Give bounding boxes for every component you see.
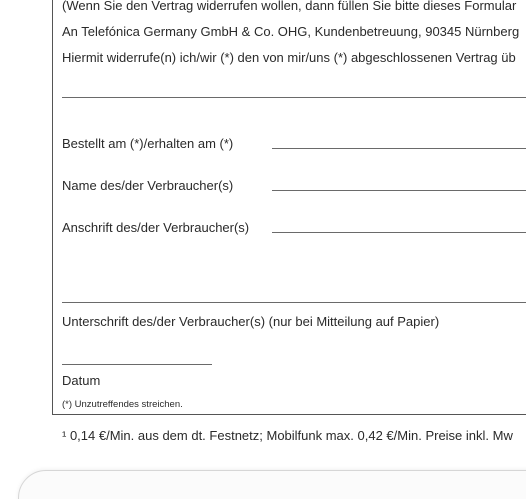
form-declaration-text: Hiermit widerrufe(n) ich/wir (*) den von mir/uns (*) abgeschlossenen Vertrag üb [62, 50, 516, 65]
signature-line [62, 302, 526, 303]
consumer-name-label: Name des/der Verbraucher(s) [62, 178, 234, 193]
form-recipient-text: An Telefónica Germany GmbH & Co. OHG, Kundenbetreuung, 90345 Nürnberg [62, 24, 520, 39]
consumer-name-line [272, 190, 526, 191]
consumer-address-line [272, 232, 526, 233]
strike-note: (*) Unzutreffendes streichen. [62, 399, 183, 410]
ordered-received-label: Bestellt am (*)/erhalten am (*) [62, 136, 234, 151]
footnote-text: ¹ 0,14 €/Min. aus dem dt. Festnetz; Mobilfunk max. 0,42 €/Min. Preise inkl. Mw [62, 428, 513, 443]
declaration-blank-line [62, 97, 526, 98]
form-instruction-text: (Wenn Sie den Vertrag widerrufen wollen, dann füllen Sie bitte dieses Formular [62, 0, 517, 13]
signature-label: Unterschrift des/der Verbraucher(s) (nur bei Mitteilung auf Papier) [62, 314, 440, 329]
consumer-address-label: Anschrift des/der Verbraucher(s) [62, 220, 250, 235]
bottom-card [18, 470, 526, 499]
ordered-received-line [272, 148, 526, 149]
date-label: Datum [62, 373, 101, 388]
date-line [62, 364, 212, 365]
